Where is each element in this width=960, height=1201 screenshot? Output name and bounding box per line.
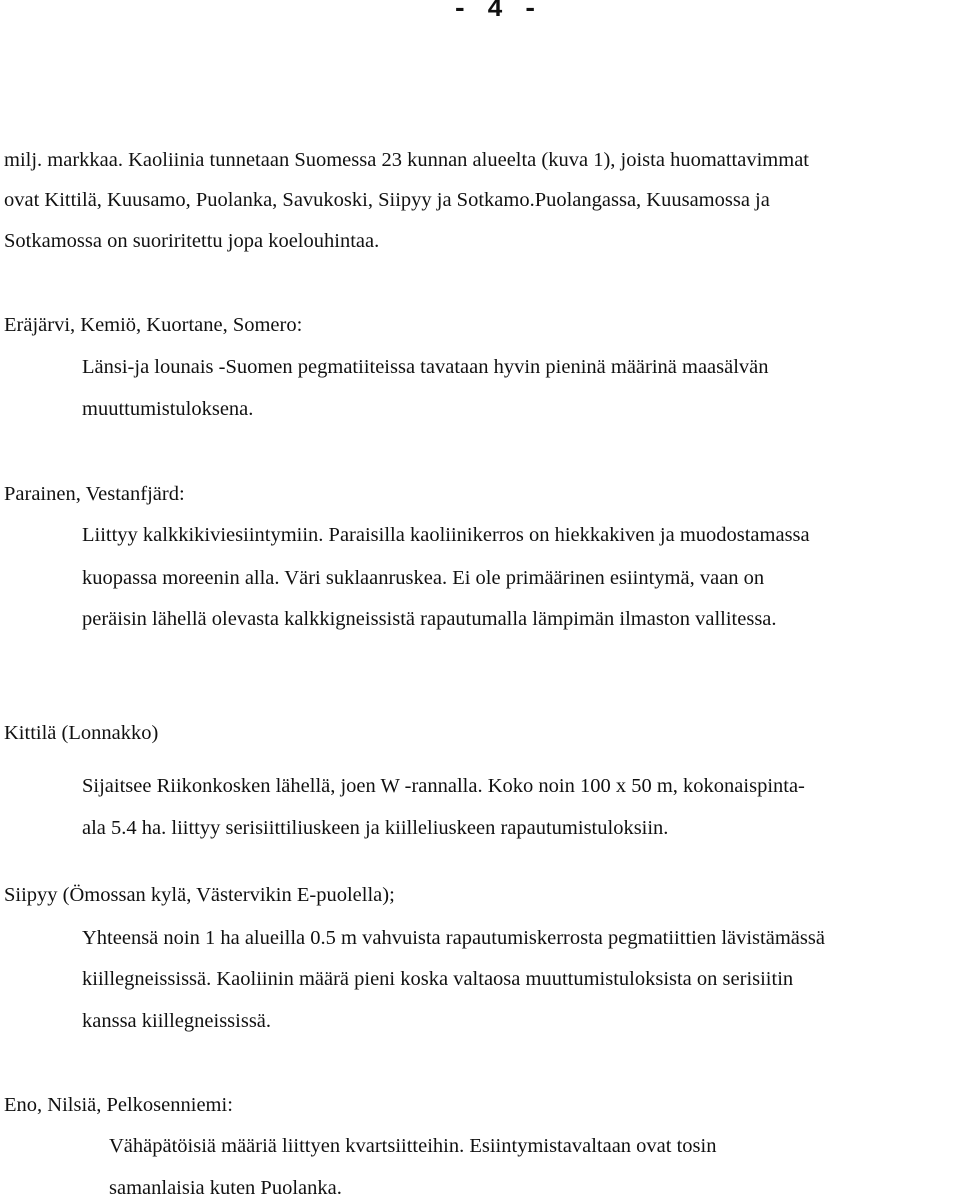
page-number: - 4 -	[452, 0, 541, 24]
section-line: Yhteensä noin 1 ha alueilla 0.5 m vahvuista rapautumiskerrosta pegmatiittien lävistämässä	[82, 927, 825, 949]
section-line: ala 5.4 ha. liittyy serisiittiliuskeen ja kiilleliuskeen rapautumistuloksiin.	[82, 817, 669, 839]
section-line: kiillegneississä. Kaoliinin määrä pieni koska valtaosa muuttumistuloksista on serisiitin	[82, 968, 794, 990]
section-line: Liittyy kalkkikiviesiintymiin. Paraisilla kaoliinikerros on hiekkakiven ja muodostamassa	[82, 524, 810, 546]
section-line: kanssa kiillegneississä.	[82, 1010, 272, 1032]
section-line: peräisin lähellä olevasta kalkkigneissistä rapautumalla lämpimän ilmaston vallitessa.	[82, 608, 777, 630]
section-heading: Eno, Nilsiä, Pelkosenniemi:	[4, 1094, 233, 1116]
section-heading: Parainen, Vestanfjärd:	[4, 483, 185, 505]
intro-line: milj. markkaa. Kaoliinia tunnetaan Suomessa 23 kunnan alueelta (kuva 1), joista huomattavimmat	[4, 149, 809, 171]
section-line: samanlaisia kuten Puolanka.	[109, 1177, 342, 1199]
section-line: Vähäpätöisiä määriä liittyen kvartsiitteihin. Esiintymistavaltaan ovat tosin	[109, 1135, 717, 1157]
section-heading: Siipyy (Ömossan kylä, Västervikin E-puolella);	[4, 884, 395, 906]
section-line: muuttumistuloksena.	[82, 398, 254, 420]
intro-line: Sotkamossa on suoriritettu jopa koelouhintaa.	[4, 230, 380, 252]
section-heading: Kittilä (Lonnakko)	[4, 722, 159, 744]
intro-line: ovat Kittilä, Kuusamo, Puolanka, Savukoski, Siipyy ja Sotkamo.Puolangassa, Kuusamossa ja	[4, 189, 770, 211]
section-line: kuopassa moreenin alla. Väri suklaanruskea. Ei ole primäärinen esiintymä, vaan on	[82, 567, 765, 589]
section-heading: Eräjärvi, Kemiö, Kuortane, Somero:	[4, 314, 303, 336]
section-line: Länsi-ja lounais -Suomen pegmatiiteissa tavataan hyvin pieninä määrinä maasälvän	[82, 356, 769, 378]
section-line: Sijaitsee Riikonkosken lähellä, joen W -rannalla. Koko noin 100 x 50 m, kokonaispinta-	[82, 775, 805, 797]
